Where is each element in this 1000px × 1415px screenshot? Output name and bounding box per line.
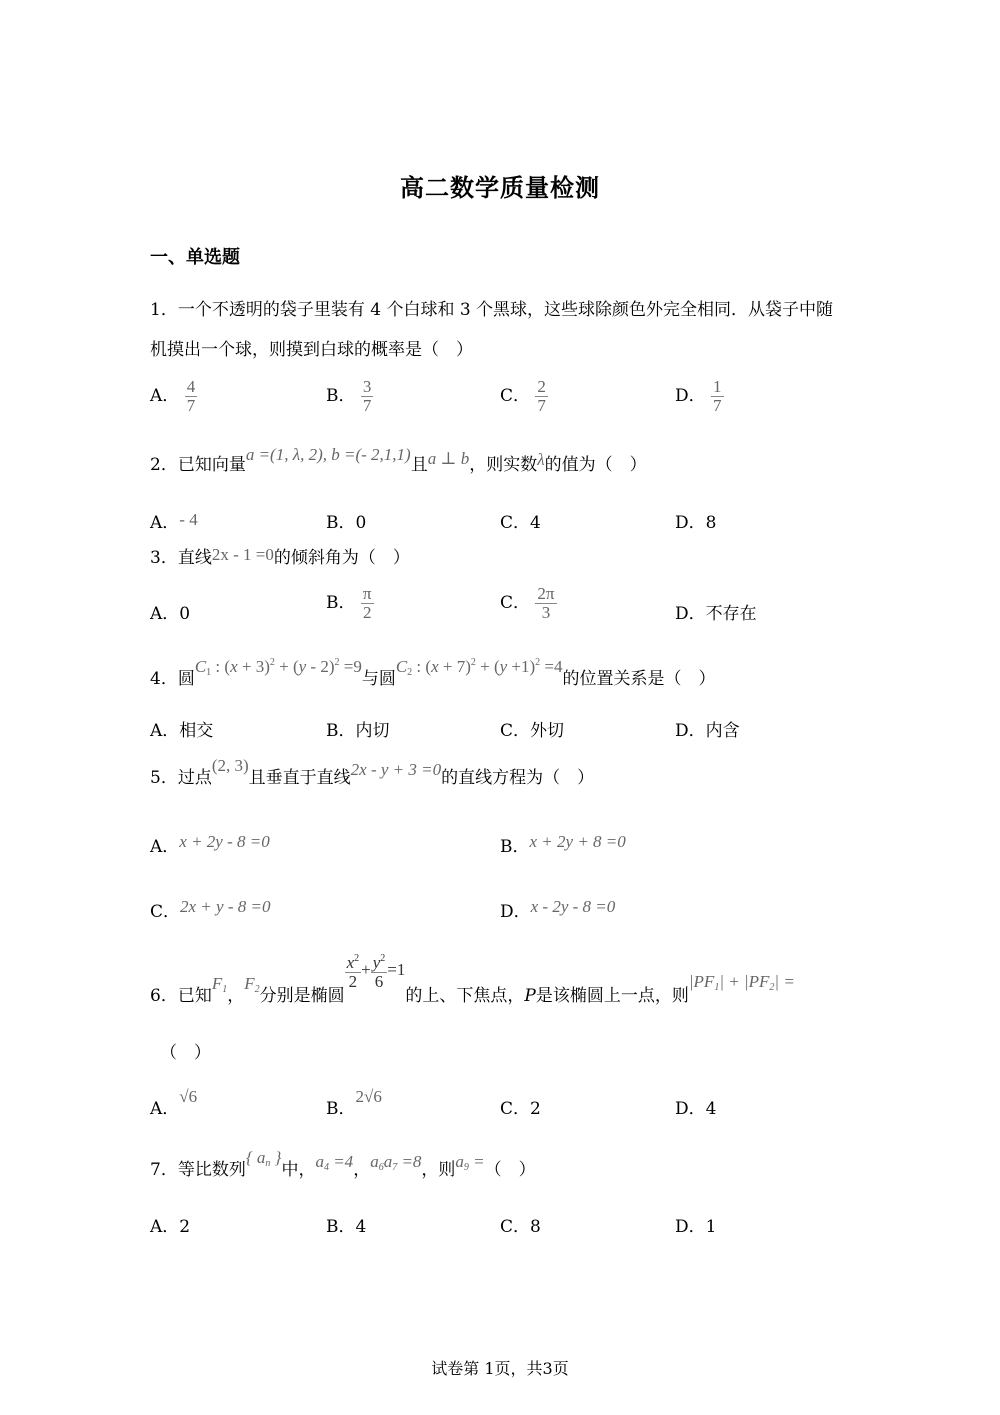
fraction: $\frac{\pi}{2}$ [362,584,372,622]
question-1-line-1: 1．一个不透明的袋子里装有 4 个白球和 3 个黑球，这些球除颜色外完全相同．从袋子中随 [150,300,834,320]
q6-option-c[interactable]: C．2 [500,1099,541,1119]
section-heading: 一、单选题 [150,247,240,268]
question-4: 4．圆$C_1$ : $(x + 3)^2 + (y - 2)^2 =9$与圆$C_2$ : $(x + 7)^2 + (y +1)^2 =4$的位置关系是（ ） [150,657,716,689]
fraction: $\frac{1}{7}$ [713,377,722,415]
line-equation: 2x - y + 3 =0 [350,760,442,779]
question-6-answer-blank: （ ） [160,1043,211,1063]
sequence-expression: { $a_n$ } [245,1148,282,1169]
q2-option-d[interactable]: D．8 [675,513,717,533]
q4-option-b[interactable]: B．内切 [326,721,390,741]
a9-expression: $a_9$ = [455,1152,485,1173]
a6a7-expression: $a_6a_7 =8$ [370,1152,422,1173]
q6-option-a[interactable]: A．√6 [150,1087,198,1119]
q3-option-a[interactable]: A．0 [150,604,191,624]
q6-option-d[interactable]: D．4 [675,1099,717,1119]
q7-option-c[interactable]: C．8 [500,1217,541,1237]
q4-option-d[interactable]: D．内含 [675,721,740,741]
fraction: $\frac{2\pi}{3}$ [537,584,555,622]
a4-expression: $a_4 =4$ [315,1152,354,1173]
q1-option-d[interactable]: D． $\frac{1}{7}$ [675,377,722,415]
q4-option-c[interactable]: C．外切 [500,721,565,741]
ellipse-term-x: $\frac{x^2}{2}$ [345,950,362,991]
q1-option-a[interactable]: A． $\frac{4}{7}$ [150,377,196,415]
circle-c2-equation: $C_2$ : $(x + 7)^2 + (y +1)^2 =4$ [395,657,563,678]
q7-option-a[interactable]: A．2 [150,1217,191,1237]
page-footer: 试卷第 1页，共3页 [431,1359,569,1378]
perpendicular-expression: a ⊥ b [427,449,470,468]
question-7: 7．等比数列{ $a_n$ }中，$a_4 =4$，$a_6a_7 =8$，则$a_9$ =（ ） [150,1148,536,1180]
q3-option-b[interactable]: B． $\frac{\pi}{2}$ [326,584,372,622]
fraction: $\frac{4}{7}$ [186,377,196,415]
page-title: 高二数学质量检测 [400,174,600,202]
q5-option-d[interactable]: D．x - 2y - 8 =0 [500,897,616,922]
q5-option-a[interactable]: A．x + 2y - 8 =0 [150,832,270,857]
question-3: 3．直线2x - 1 =0的倾斜角为（ ） [150,545,410,568]
focus-f1: $F_1$ [211,974,228,995]
q2-option-b[interactable]: B．0 [326,513,367,533]
circle-c1-equation: $C_1$ : $(x + 3)^2 + (y - 2)^2 =9$ [194,657,362,678]
question-6: 6．已知$F_1$，$F_2$分别是椭圆 $\frac{x^2}{2}$ + $\frac{y^2}{6}$ =1的上、下焦点，P是该椭圆上一点，则$|PF_1| + |PF_2|$ = [150,950,795,1000]
q1-option-c[interactable]: C． $\frac{2}{7}$ [500,377,546,415]
focal-sum-expression: $|PF_1| + |PF_2|$ = [688,972,795,993]
line-equation: 2x - 1 =0 [211,545,274,564]
q6-option-b[interactable]: B．2√6 [326,1087,382,1119]
fraction: $\frac{2}{7}$ [537,377,546,415]
question-1-line-2: 机摸出一个球，则摸到白球的概率是（ ） [150,340,473,360]
question-5: 5．过点(2, 3)且垂直于直线2x - y + 3 =0的直线方程为（ ） [150,756,595,788]
q3-option-d[interactable]: D．不存在 [675,604,757,624]
q5-option-b[interactable]: B．x + 2y + 8 =0 [500,832,626,857]
point-expression: (2, 3) [211,756,249,775]
q2-option-c[interactable]: C．4 [500,513,541,533]
q3-option-c[interactable]: C． $\frac{2\pi}{3}$ [500,584,555,622]
q4-option-a[interactable]: A．相交 [150,721,214,741]
q7-option-d[interactable]: D．1 [675,1217,717,1237]
vector-expression: a =(1, λ, 2), b =(- 2,1,1) [245,445,411,464]
fraction: $\frac{3}{7}$ [362,377,372,415]
question-2: 2．已知向量a =(1, λ, 2), b =(- 2,1,1)且a ⊥ b，则实数λ的值为（ ） [150,445,647,475]
q7-option-b[interactable]: B．4 [326,1217,367,1237]
q1-option-b[interactable]: B． $\frac{3}{7}$ [326,377,372,415]
q2-option-a[interactable]: A．- 4 [150,510,198,533]
ellipse-term-y: $\frac{y^2}{6}$ [371,950,388,991]
q5-option-c[interactable]: C．2x + y - 8 =0 [150,897,271,922]
focus-f2: $F_2$ [244,974,260,995]
